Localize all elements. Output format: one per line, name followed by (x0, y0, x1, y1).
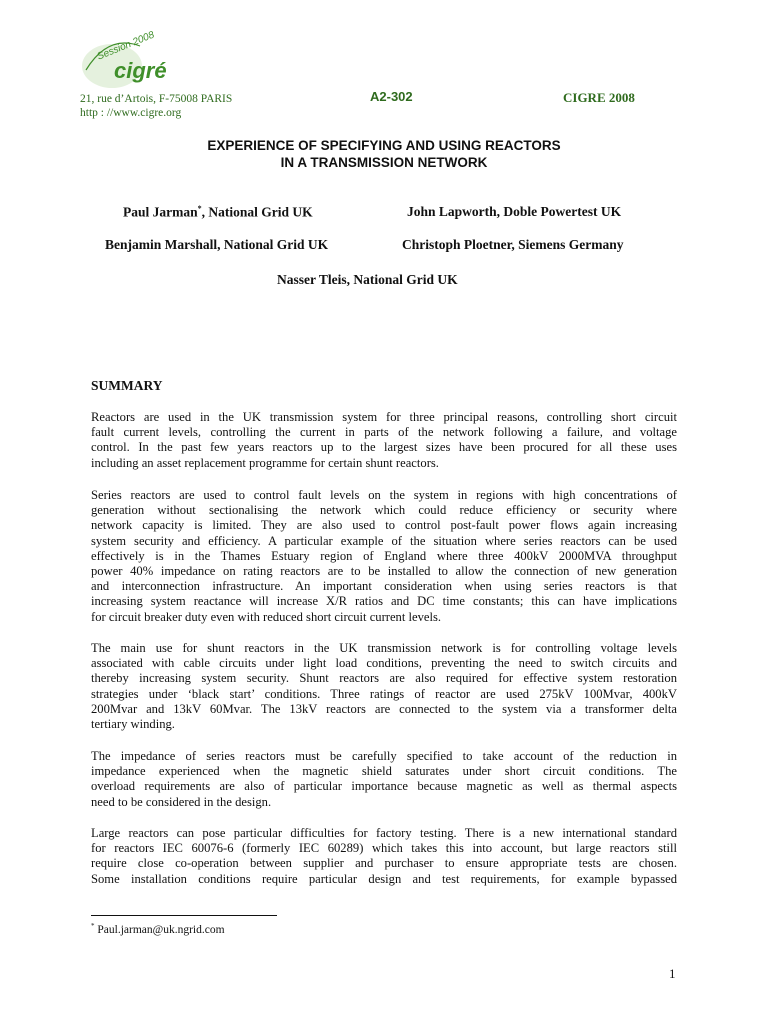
author-4: Christoph Ploetner, Siemens Germany (402, 237, 624, 252)
summary-heading: SUMMARY (91, 378, 163, 393)
footnote-divider (91, 915, 277, 916)
paragraph-line: for circuit breaker duty even with reduced short circuit current levels. (91, 609, 442, 624)
paragraph-line: system security and efficiency. A particular example of the situation where series reactors can be used (91, 533, 677, 548)
paragraph-line: overload requirements are also of particular importance because magnetic as well as thermal aspects (91, 779, 677, 794)
paragraph-line: 200Mvar and 13kV 60Mvar. The 13kV reactors are connected to the system via a transformer delta (91, 701, 677, 716)
paragraph-line: increasing system reactance will increase X/R ratios and DC time constants; this can have implications (91, 594, 677, 609)
paragraph-line: tertiary winding. (91, 717, 175, 732)
author-3: Benjamin Marshall, National Grid UK (105, 237, 329, 252)
paragraph-line: Series reactors are used to control fault levels on the system in regions with high concentrations of (91, 488, 677, 502)
paragraph-4 (91, 749, 677, 810)
paragraph-line: effectively is in the Thames Estuary region of England where three 400kV 2000MVA throughput (91, 548, 677, 563)
author-1-affiliation: , National Grid UK (201, 204, 313, 220)
paragraph-line: and interconnection infrastructure. An important consideration when using series reactors is that (91, 579, 677, 594)
header-address: 21, rue d’Artois, F-75008 PARIS (80, 93, 233, 105)
conference-label: CIGRE 2008 (563, 90, 635, 105)
paragraph-line: associated with cable circuits under light load conditions, preventing the need to switch circuits and (91, 656, 677, 671)
paragraph-line: The main use for shunt reactors in the UK transmission network is for controlling voltage levels (91, 641, 677, 655)
title-line-1: EXPERIENCE OF SPECIFYING AND USING REACTORS (207, 138, 561, 153)
author-5: Nasser Tleis, National Grid UK (277, 272, 458, 287)
page-number: 1 (669, 966, 676, 981)
paragraph-line: strategies under ‘black start’ conditions. Three ratings of reactor are used 275kV 100Mvar, 400kV (91, 686, 677, 701)
paragraph-2 (91, 488, 677, 625)
paragraph-3 (91, 641, 677, 732)
paragraph-line: impedance experienced when the magnetic shield saturates under short circuit conditions. The (91, 764, 677, 779)
paper-code: A2-302 (370, 89, 413, 104)
paragraph-line: control. In the past few years reactors up to the largest sizes have been procured for all these uses (91, 440, 677, 455)
author-1-name: Paul Jarman (123, 204, 198, 220)
paragraph-line: Large reactors can pose particular difficulties for factory testing. There is a new international standard (91, 826, 677, 840)
logo-wordmark: cigré (114, 58, 167, 83)
paragraph-line: network capacity is limited. They are also used to control post-fault power flows again increasing (91, 518, 677, 533)
paragraph-1 (91, 410, 677, 471)
paper-title (90, 137, 678, 171)
author-2: John Lapworth, Doble Powertest UK (407, 204, 622, 219)
paragraph-line: The impedance of series reactors must be carefully specified to take account of the reduction in (91, 749, 677, 763)
paragraph-line: power 40% impedance on rating reactors are to be installed to allow the connection of new generation (91, 564, 677, 579)
paragraph-line: need to be considered in the design. (91, 794, 272, 809)
logo-session: Session 2008 (95, 29, 156, 63)
footnote-email[interactable]: Paul.jarman@uk.ngrid.com (97, 923, 225, 936)
paragraph-line: thereby increasing system security. Shunt reactors are also required for effective system restoration (91, 671, 677, 686)
header-url[interactable]: http : //www.cigre.org (80, 107, 182, 119)
title-line-2: IN A TRANSMISSION NETWORK (280, 155, 488, 170)
header-address-block (80, 92, 232, 120)
paragraph-line: Reactors are used in the UK transmission system for three principal reasons, controlling short circuit (91, 410, 677, 424)
author-1-footnote-marker: * (197, 204, 202, 213)
paragraph-line: including an asset replacement programme for certain shunt reactors. (91, 455, 439, 470)
paragraph-line: for reactors IEC 60076-6 (formerly IEC 60289) which takes this into account, but large reactors still (91, 841, 677, 856)
paragraph-line: Some installation conditions require particular design and test requirements, for example bypassed (91, 871, 677, 886)
paragraph-line: fault current levels, controlling the current in parts of the network following a failure, and voltage (91, 425, 677, 440)
cigre-logo-graphic (78, 26, 184, 92)
footnote (91, 922, 225, 936)
paragraph-line: require close co-operation between supplier and purchaser to ensure appropriate tests are chosen. (91, 856, 677, 871)
paragraph-5 (91, 826, 677, 887)
cigre-logo (78, 26, 184, 92)
author-1 (123, 204, 313, 221)
paragraph-line: generation without sectionalising the network which could reduce efficiency or security where (91, 503, 677, 518)
footnote-marker: * (91, 922, 95, 930)
